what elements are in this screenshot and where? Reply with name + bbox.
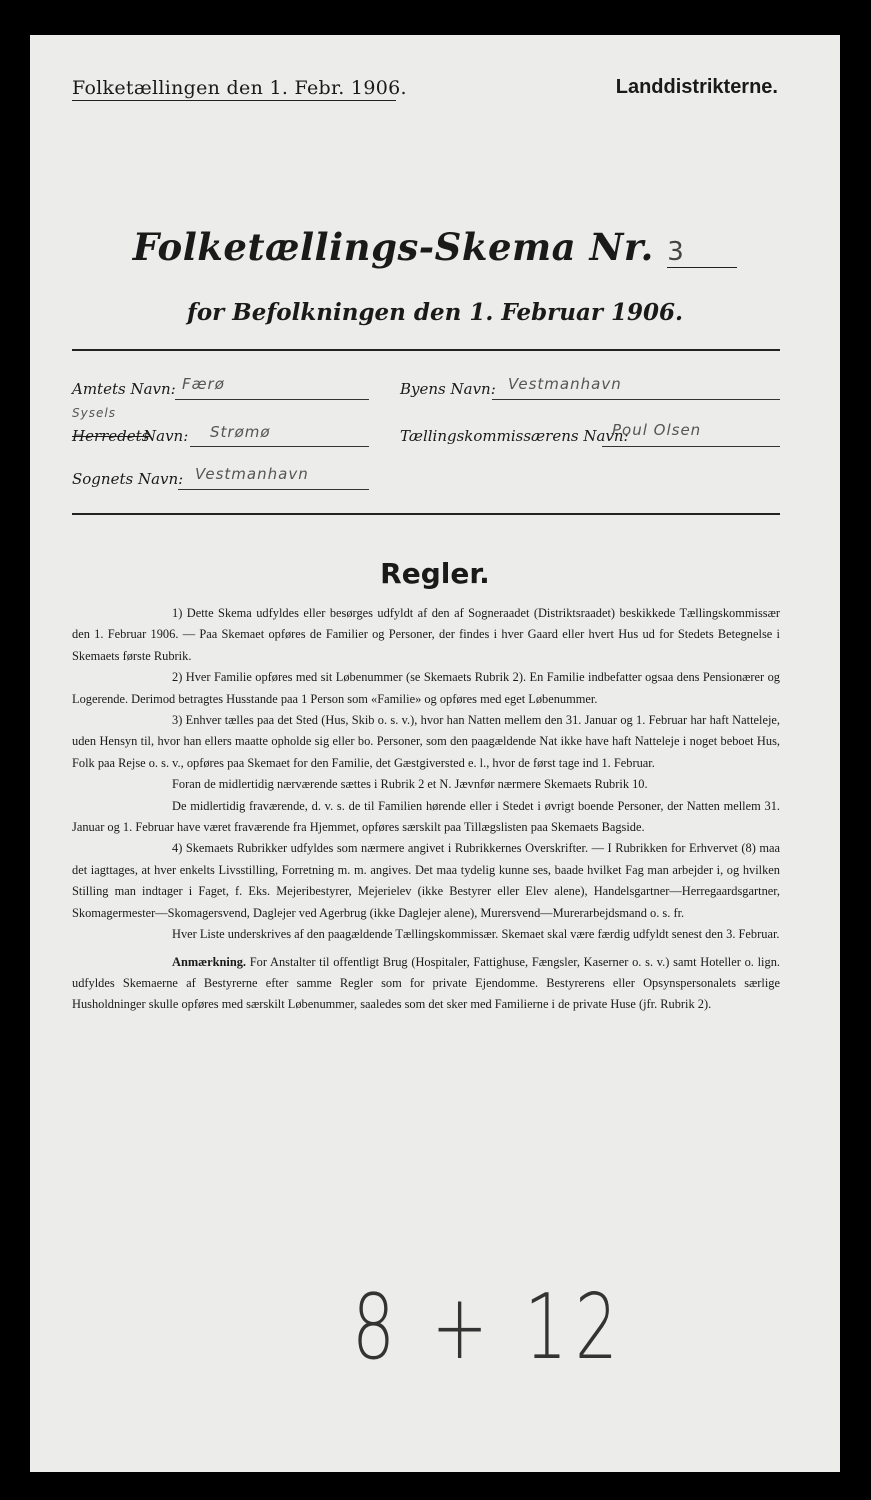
rules-body bbox=[72, 603, 780, 1016]
by-label: Byens Navn: bbox=[400, 380, 496, 398]
sogn-label: Sognets Navn: bbox=[72, 470, 184, 488]
rule-paragraph: 1) Dette Skema udfyldes eller besørges udfyldt af den af Sogneraadet (Distriktsraadet) beskikkede Tællingskommissær den 1. Februar 1906. — Paa Skemaet opføres de Familier og Personer, der findes i hver Gaard eller hvert Hus ud for Stedets Betegnelse i Skemaets første Rubrik. bbox=[72, 606, 780, 663]
form-number: 3 bbox=[667, 237, 737, 268]
amt-label: Amtets Navn: bbox=[72, 380, 176, 398]
header-district-type: Landdistrikterne. bbox=[615, 76, 778, 98]
rule-paragraph: Foran de midlertidig nærværende sættes i Rubrik 2 et N. Jævnfør nærmere Skemaets Rubrik 10. bbox=[172, 777, 648, 792]
form-title-text: Folketællings-Skema Nr. bbox=[132, 225, 654, 269]
herred-label-suffix: Navn: bbox=[143, 427, 189, 445]
amt-line bbox=[175, 399, 369, 400]
form-subtitle: for Befolkningen den 1. Februar 1906. bbox=[186, 299, 684, 326]
handwritten-annotation: 8 + 12 bbox=[352, 1275, 626, 1380]
rule-paragraph: Hver Liste underskrives af den paagældende Tællingskommissær. Skemaet skal være færdig udfyldt senest den 3. Februar. bbox=[172, 927, 780, 942]
sogn-value: Vestmanhavn bbox=[195, 465, 309, 483]
by-line bbox=[492, 399, 780, 400]
census-form-page bbox=[30, 35, 840, 1472]
sogn-line bbox=[178, 489, 369, 490]
herred-label-struck: Herredets bbox=[72, 427, 150, 445]
rules-heading: Regler. bbox=[380, 557, 490, 590]
herred-label-handwritten: Sysels bbox=[72, 406, 116, 420]
form-title bbox=[30, 225, 840, 269]
remark-label: Anmærkning. bbox=[172, 954, 247, 969]
header-underline bbox=[72, 100, 396, 101]
rule-paragraph: De midlertidig fraværende, d. v. s. de til Familien hørende eller i Stedet i øvrigt boende Personer, der Natten mellem 31. Januar og 1. Februar have været fraværende fra Hjemmet, opføres særskilt paa Tillægslisten paa Skemaets Bagside. bbox=[72, 798, 780, 835]
top-divider bbox=[72, 349, 780, 351]
bottom-divider bbox=[72, 513, 780, 515]
kommissaer-label: Tællingskommissærens Navn: bbox=[400, 427, 629, 445]
herred-value: Strømø bbox=[210, 423, 271, 441]
amt-value: Færø bbox=[182, 375, 225, 393]
kommissaer-line bbox=[602, 446, 780, 447]
herred-line bbox=[190, 446, 369, 447]
rule-paragraph: 4) Skemaets Rubrikker udfyldes som nærmere angivet i Rubrikkernes Overskrifter. — I Rubrikken for Erhvervet (8) maa det iagttages, at hver enkelts Livsstilling, Forretning m. m. angives. Det maa tydelig kunne ses, baade hvilket Fag man arbejder i, og hvilken Stilling man indtager i Faget, f. Eks. Mejeribestyrer, Mejerielev (ikke Bestyrer eller Elev alene), Handelsgartner—Herregaardsgartner, Skomagermester—Skomagersvend, Daglejer ved Agerbrug (ikke Daglejer alene), Murersvend—Murerarbejdsmand o. s. fr. bbox=[72, 841, 780, 920]
remark-text: For Anstalter til offentligt Brug (Hospitaler, Fattighuse, Fængsler, Kaserner o. s. v.) samt Hoteller o. lign. udfyldes Skemaerne af Bestyrerne efter samme Regler som for private Ejendomme. Bestyrerens eller Opsynspersonalets særlige Husholdninger skulle opføres med særskilt Løbenummer, saaledes som det sker med Familierne i de private Huse (jfr. Rubrik 2). bbox=[72, 954, 780, 1012]
by-value: Vestmanhavn bbox=[508, 375, 622, 393]
header-census-date: Folketællingen den 1. Febr. 1906. bbox=[72, 77, 407, 99]
kommissaer-value: Poul Olsen bbox=[612, 421, 702, 439]
rule-paragraph: 2) Hver Familie opføres med sit Løbenummer (se Skemaets Rubrik 2). En Familie indbefatter ogsaa dens Pensionærer og Logerende. Derimod betragtes Husstande paa 1 Person som «Familie» og opføres med eget Løbenummer. bbox=[72, 670, 780, 706]
remark-paragraph bbox=[72, 952, 780, 1016]
rule-paragraph: 3) Enhver tælles paa det Sted (Hus, Skib o. s. v.), hvor han Natten mellem den 31. Januar og 1. Februar har haft Natteleje, uden Hensyn til, hvor han ellers maatte opholde sig eller bo. Personer, som den paagældende Nat ikke have haft Natteleje i noget beboet Hus, Folk paa Rejse o. s. v., opføres paa Skemaet for den Familie, det Gæstgiversted e. l., hvor de først tage ind 1. Februar. bbox=[72, 713, 780, 770]
